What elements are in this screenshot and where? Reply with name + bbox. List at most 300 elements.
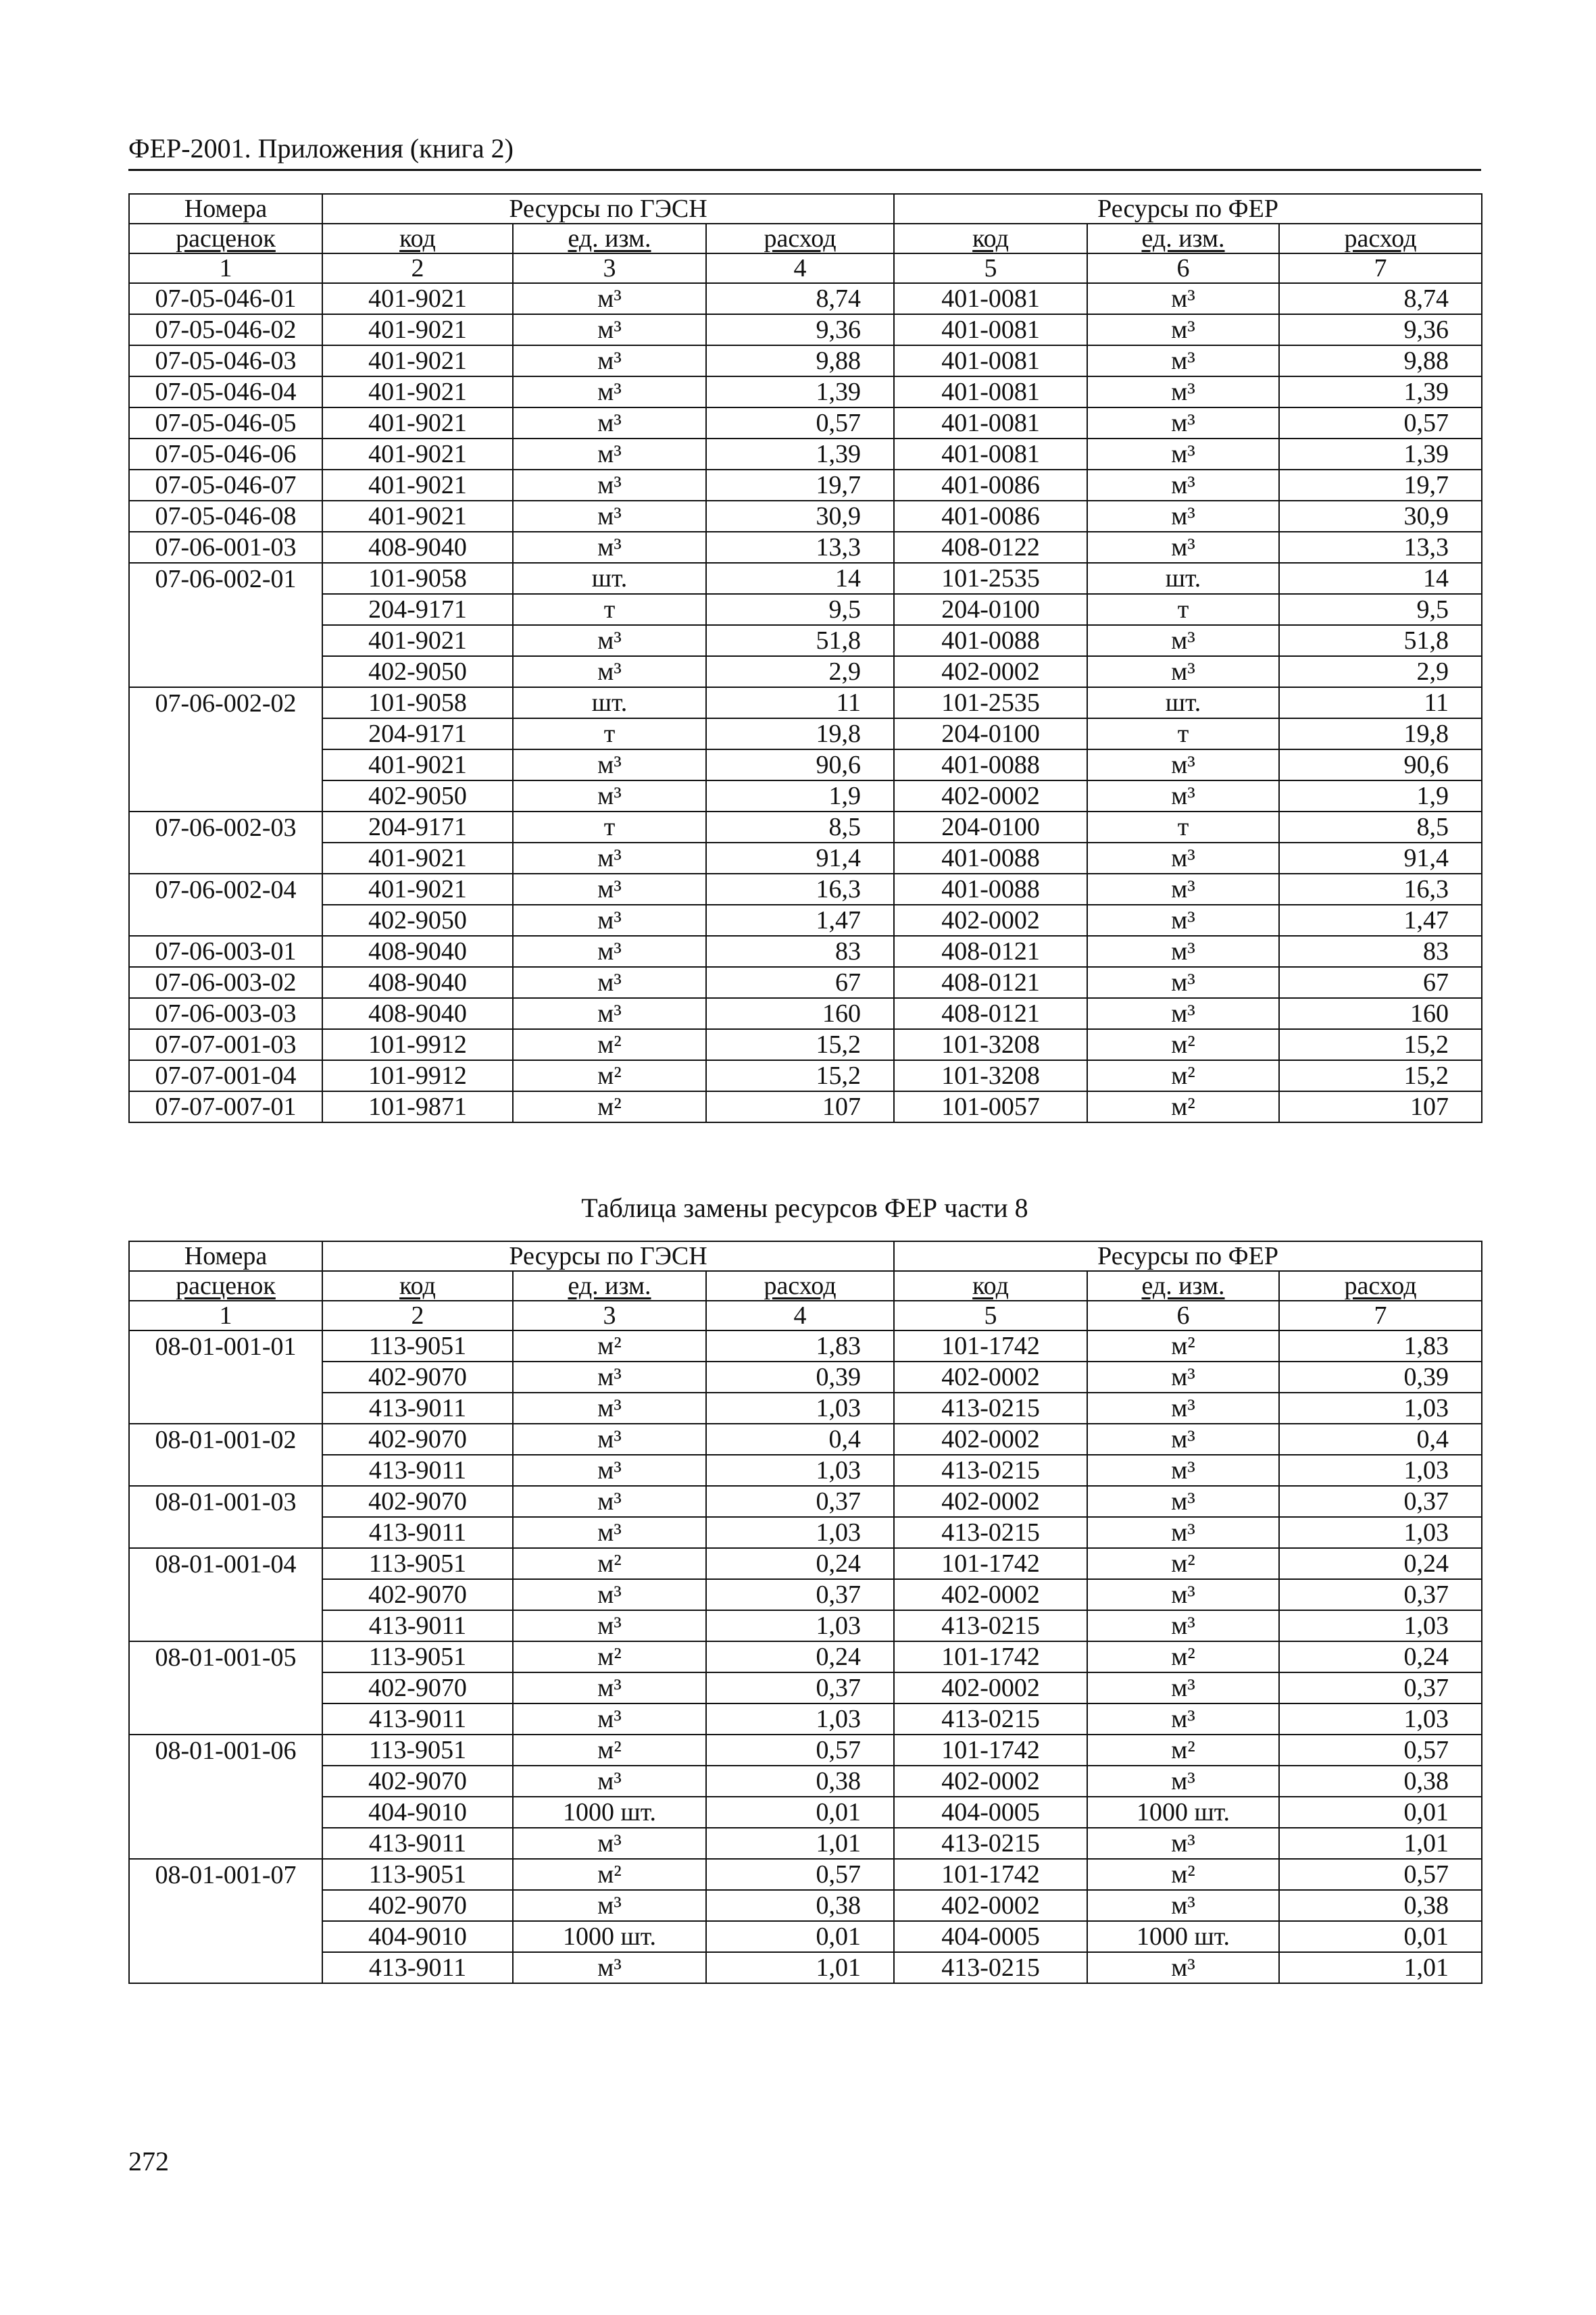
rate-number-cell [129, 780, 322, 812]
code-gesn-cell: 401-9021 [322, 749, 513, 780]
consumption-gesn-cell: 0,4 [706, 1424, 894, 1455]
unit-fer-cell: м³ [1087, 314, 1279, 345]
rate-number-cell: 07-06-003-03 [129, 998, 322, 1029]
rate-number-cell [129, 1362, 322, 1393]
code-fer-cell: 101-2535 [894, 687, 1087, 718]
rate-number-cell: 07-07-001-04 [129, 1060, 322, 1091]
consumption-gesn-cell: 1,39 [706, 439, 894, 470]
unit-gesn-cell: м² [513, 1641, 706, 1672]
column-number: 7 [1279, 1301, 1482, 1330]
table-row [129, 1672, 1482, 1703]
consumption-fer-cell: 1,01 [1279, 1828, 1482, 1859]
unit-fer-cell: м³ [1087, 1455, 1279, 1486]
code-fer-cell: 401-0088 [894, 843, 1087, 874]
page-number: 272 [128, 2146, 169, 2176]
code-gesn-cell: 402-9070 [322, 1424, 513, 1455]
consumption-gesn-cell: 0,57 [706, 1735, 894, 1766]
code-fer-cell: 401-0081 [894, 283, 1087, 314]
table-row [129, 1060, 1482, 1091]
unit-fer-cell: м³ [1087, 874, 1279, 905]
unit-gesn-cell: м³ [513, 905, 706, 936]
consumption-fer-cell: 0,37 [1279, 1486, 1482, 1517]
unit-gesn-cell: шт. [513, 563, 706, 594]
unit-fer-cell: м³ [1087, 1393, 1279, 1424]
code-gesn-cell: 408-9040 [322, 998, 513, 1029]
consumption-gesn-cell: 0,24 [706, 1548, 894, 1579]
unit-fer-cell: м² [1087, 1641, 1279, 1672]
consumption-gesn-cell: 11 [706, 687, 894, 718]
unit-fer-cell: 1000 шт. [1087, 1797, 1279, 1828]
unit-gesn-cell: м³ [513, 1424, 706, 1455]
table-row [129, 812, 1482, 843]
unit-gesn-cell: т [513, 812, 706, 843]
table-row [129, 1455, 1482, 1486]
unit-fer-cell: м² [1087, 1859, 1279, 1890]
code-fer-cell: 401-0086 [894, 470, 1087, 501]
code-gesn-cell: 402-9070 [322, 1486, 513, 1517]
code-gesn-cell: 113-9051 [322, 1859, 513, 1890]
code-gesn-cell: 401-9021 [322, 345, 513, 376]
rate-number-cell: 08-01-001-07 [129, 1859, 322, 1890]
consumption-fer-cell: 0,38 [1279, 1766, 1482, 1797]
unit-gesn-cell: м² [513, 1735, 706, 1766]
code-fer-cell: 401-0086 [894, 501, 1087, 532]
code-fer-cell: 101-1742 [894, 1859, 1087, 1890]
column-number: 5 [894, 253, 1087, 283]
unit-gesn-cell: м³ [513, 314, 706, 345]
unit-fer-cell: м³ [1087, 1486, 1279, 1517]
header-rule [128, 169, 1481, 171]
rate-number-cell: 07-05-046-03 [129, 345, 322, 376]
code-fer-cell: 401-0081 [894, 345, 1087, 376]
consumption-fer-cell: 11 [1279, 687, 1482, 718]
code-gesn-cell: 101-9058 [322, 563, 513, 594]
consumption-fer-cell: 2,9 [1279, 656, 1482, 687]
unit-fer-cell: шт. [1087, 563, 1279, 594]
unit-fer-cell: м³ [1087, 1672, 1279, 1703]
code-fer-cell: 413-0215 [894, 1703, 1087, 1735]
code-gesn-cell: 113-9051 [322, 1735, 513, 1766]
code-gesn-cell: 408-9040 [322, 967, 513, 998]
table-row [129, 718, 1482, 749]
unit-gesn-cell: шт. [513, 687, 706, 718]
code-gesn-cell: 413-9011 [322, 1455, 513, 1486]
code-gesn-cell: 413-9011 [322, 1703, 513, 1735]
unit-gesn-cell: 1000 шт. [513, 1797, 706, 1828]
unit-fer-cell: м³ [1087, 1579, 1279, 1610]
header-consumption-gesn: расход [706, 224, 894, 253]
consumption-fer-cell: 0,01 [1279, 1921, 1482, 1952]
unit-fer-cell: м² [1087, 1735, 1279, 1766]
rate-number-cell [129, 1766, 322, 1797]
code-fer-cell: 401-0088 [894, 749, 1087, 780]
consumption-gesn-cell: 0,37 [706, 1486, 894, 1517]
consumption-gesn-cell: 8,5 [706, 812, 894, 843]
consumption-gesn-cell: 19,8 [706, 718, 894, 749]
unit-fer-cell: м³ [1087, 1952, 1279, 1983]
code-gesn-cell: 413-9011 [322, 1828, 513, 1859]
rate-number-cell: 08-01-001-04 [129, 1548, 322, 1579]
unit-fer-cell: м³ [1087, 905, 1279, 936]
code-fer-cell: 101-2535 [894, 563, 1087, 594]
table-row [129, 1579, 1482, 1610]
code-fer-cell: 408-0122 [894, 532, 1087, 563]
code-fer-cell: 101-3208 [894, 1029, 1087, 1060]
consumption-fer-cell: 13,3 [1279, 532, 1482, 563]
code-gesn-cell: 204-9171 [322, 718, 513, 749]
code-gesn-cell: 401-9021 [322, 843, 513, 874]
header-group-fer: Ресурсы по ФЕР [894, 194, 1482, 224]
code-gesn-cell: 413-9011 [322, 1610, 513, 1641]
column-number: 6 [1087, 253, 1279, 283]
header-group-fer: Ресурсы по ФЕР [894, 1241, 1482, 1271]
column-number: 1 [129, 1301, 322, 1330]
table-row [129, 1766, 1482, 1797]
code-gesn-cell: 413-9011 [322, 1952, 513, 1983]
table-row [129, 874, 1482, 905]
consumption-fer-cell: 9,5 [1279, 594, 1482, 625]
unit-gesn-cell: м³ [513, 532, 706, 563]
unit-gesn-cell: м³ [513, 1610, 706, 1641]
table-body [129, 283, 1482, 1122]
consumption-fer-cell: 15,2 [1279, 1029, 1482, 1060]
column-number: 2 [322, 1301, 513, 1330]
consumption-gesn-cell: 13,3 [706, 532, 894, 563]
code-fer-cell: 204-0100 [894, 594, 1087, 625]
unit-gesn-cell: м³ [513, 407, 706, 439]
code-gesn-cell: 408-9040 [322, 532, 513, 563]
consumption-gesn-cell: 8,74 [706, 283, 894, 314]
consumption-fer-cell: 0,39 [1279, 1362, 1482, 1393]
consumption-gesn-cell: 1,83 [706, 1330, 894, 1362]
rate-number-cell [129, 1921, 322, 1952]
consumption-fer-cell: 0,24 [1279, 1641, 1482, 1672]
rate-number-cell [129, 1517, 322, 1548]
table-row [129, 687, 1482, 718]
table-row [129, 843, 1482, 874]
unit-fer-cell: 1000 шт. [1087, 1921, 1279, 1952]
unit-fer-cell: м³ [1087, 283, 1279, 314]
code-gesn-cell: 402-9070 [322, 1890, 513, 1921]
consumption-fer-cell: 160 [1279, 998, 1482, 1029]
consumption-gesn-cell: 160 [706, 998, 894, 1029]
code-gesn-cell: 401-9021 [322, 376, 513, 407]
unit-fer-cell: м³ [1087, 501, 1279, 532]
unit-gesn-cell: м³ [513, 345, 706, 376]
unit-gesn-cell: 1000 шт. [513, 1921, 706, 1952]
table-row [129, 594, 1482, 625]
column-number: 4 [706, 253, 894, 283]
consumption-gesn-cell: 0,24 [706, 1641, 894, 1672]
code-gesn-cell: 402-9050 [322, 656, 513, 687]
header-code-gesn: код [322, 1271, 513, 1301]
rate-number-cell [129, 1393, 322, 1424]
unit-fer-cell: м³ [1087, 749, 1279, 780]
unit-gesn-cell: м² [513, 1029, 706, 1060]
consumption-gesn-cell: 1,01 [706, 1952, 894, 1983]
rate-number-cell [129, 1890, 322, 1921]
unit-fer-cell: м³ [1087, 407, 1279, 439]
rate-number-cell: 07-06-002-02 [129, 687, 322, 718]
code-gesn-cell: 401-9021 [322, 874, 513, 905]
consumption-gesn-cell: 0,37 [706, 1579, 894, 1610]
rate-number-cell: 07-05-046-05 [129, 407, 322, 439]
table-row [129, 563, 1482, 594]
consumption-gesn-cell: 0,01 [706, 1921, 894, 1952]
unit-fer-cell: м² [1087, 1091, 1279, 1122]
unit-gesn-cell: м³ [513, 1890, 706, 1921]
consumption-gesn-cell: 9,36 [706, 314, 894, 345]
code-gesn-cell: 401-9021 [322, 407, 513, 439]
consumption-fer-cell: 8,74 [1279, 283, 1482, 314]
consumption-gesn-cell: 107 [706, 1091, 894, 1122]
unit-fer-cell: м³ [1087, 1703, 1279, 1735]
unit-gesn-cell: м³ [513, 967, 706, 998]
code-gesn-cell: 204-9171 [322, 812, 513, 843]
header-rates: Номера [129, 1241, 322, 1271]
unit-gesn-cell: м³ [513, 1393, 706, 1424]
rate-number-cell: 07-06-003-01 [129, 936, 322, 967]
consumption-fer-cell: 0,38 [1279, 1890, 1482, 1921]
rate-number-cell [129, 1672, 322, 1703]
unit-gesn-cell: м² [513, 1060, 706, 1091]
consumption-fer-cell: 0,57 [1279, 407, 1482, 439]
table-row [129, 1952, 1482, 1983]
unit-gesn-cell: м³ [513, 439, 706, 470]
code-gesn-cell: 401-9021 [322, 283, 513, 314]
header-consumption-gesn: расход [706, 1271, 894, 1301]
unit-gesn-cell: м³ [513, 998, 706, 1029]
unit-fer-cell: м³ [1087, 1517, 1279, 1548]
code-fer-cell: 101-1742 [894, 1330, 1087, 1362]
code-fer-cell: 402-0002 [894, 1362, 1087, 1393]
rate-number-cell [129, 843, 322, 874]
consumption-gesn-cell: 1,03 [706, 1393, 894, 1424]
table-row [129, 1610, 1482, 1641]
code-gesn-cell: 401-9021 [322, 470, 513, 501]
table-row [129, 532, 1482, 563]
unit-gesn-cell: м³ [513, 656, 706, 687]
table-row [129, 656, 1482, 687]
rate-number-cell: 07-06-002-03 [129, 812, 322, 843]
code-fer-cell: 401-0088 [894, 625, 1087, 656]
column-number: 2 [322, 253, 513, 283]
consumption-fer-cell: 0,37 [1279, 1579, 1482, 1610]
rate-number-cell [129, 1828, 322, 1859]
consumption-fer-cell: 15,2 [1279, 1060, 1482, 1091]
consumption-fer-cell: 30,9 [1279, 501, 1482, 532]
unit-gesn-cell: м³ [513, 1766, 706, 1797]
resource-table-part-7 [128, 193, 1482, 1123]
rate-number-cell: 08-01-001-03 [129, 1486, 322, 1517]
consumption-gesn-cell: 15,2 [706, 1029, 894, 1060]
table-row [129, 1393, 1482, 1424]
code-fer-cell: 101-1742 [894, 1548, 1087, 1579]
table-row [129, 780, 1482, 812]
column-number: 4 [706, 1301, 894, 1330]
table-row [129, 936, 1482, 967]
code-gesn-cell: 402-9050 [322, 780, 513, 812]
header-rates-line2: расценок [129, 1271, 322, 1301]
consumption-gesn-cell: 1,01 [706, 1828, 894, 1859]
header-code-fer: код [894, 1271, 1087, 1301]
unit-fer-cell: м³ [1087, 345, 1279, 376]
rate-number-cell [129, 656, 322, 687]
code-gesn-cell: 401-9021 [322, 501, 513, 532]
code-gesn-cell: 101-9912 [322, 1060, 513, 1091]
rate-number-cell: 07-06-001-03 [129, 532, 322, 563]
unit-fer-cell: т [1087, 718, 1279, 749]
consumption-fer-cell: 9,36 [1279, 314, 1482, 345]
code-fer-cell: 402-0002 [894, 1672, 1087, 1703]
code-gesn-cell: 101-9912 [322, 1029, 513, 1060]
rate-number-cell [129, 1952, 322, 1983]
table-row [129, 376, 1482, 407]
rate-number-cell: 07-05-046-04 [129, 376, 322, 407]
consumption-gesn-cell: 0,37 [706, 1672, 894, 1703]
table-row [129, 501, 1482, 532]
rate-number-cell [129, 594, 322, 625]
table-row [129, 1517, 1482, 1548]
code-fer-cell: 402-0002 [894, 780, 1087, 812]
unit-fer-cell: т [1087, 594, 1279, 625]
code-gesn-cell: 101-9871 [322, 1091, 513, 1122]
code-gesn-cell: 402-9070 [322, 1579, 513, 1610]
consumption-fer-cell: 1,01 [1279, 1952, 1482, 1983]
code-fer-cell: 408-0121 [894, 967, 1087, 998]
unit-gesn-cell: м³ [513, 843, 706, 874]
code-fer-cell: 402-0002 [894, 1579, 1087, 1610]
consumption-gesn-cell: 1,39 [706, 376, 894, 407]
consumption-gesn-cell: 1,03 [706, 1517, 894, 1548]
code-fer-cell: 413-0215 [894, 1952, 1087, 1983]
code-fer-cell: 402-0002 [894, 1766, 1087, 1797]
unit-gesn-cell: м³ [513, 283, 706, 314]
code-fer-cell: 404-0005 [894, 1797, 1087, 1828]
code-fer-cell: 401-0081 [894, 439, 1087, 470]
column-number: 3 [513, 253, 706, 283]
unit-fer-cell: м² [1087, 1548, 1279, 1579]
consumption-fer-cell: 8,5 [1279, 812, 1482, 843]
table-row [129, 998, 1482, 1029]
rate-number-cell: 07-06-002-01 [129, 563, 322, 594]
consumption-gesn-cell: 67 [706, 967, 894, 998]
consumption-gesn-cell: 2,9 [706, 656, 894, 687]
consumption-gesn-cell: 1,03 [706, 1455, 894, 1486]
code-fer-cell: 204-0100 [894, 812, 1087, 843]
code-gesn-cell: 413-9011 [322, 1393, 513, 1424]
consumption-gesn-cell: 91,4 [706, 843, 894, 874]
header-code-fer: код [894, 224, 1087, 253]
consumption-gesn-cell: 1,9 [706, 780, 894, 812]
consumption-fer-cell: 0,57 [1279, 1735, 1482, 1766]
table-body [129, 1330, 1482, 1983]
consumption-fer-cell: 1,03 [1279, 1517, 1482, 1548]
code-fer-cell: 413-0215 [894, 1455, 1087, 1486]
unit-gesn-cell: м³ [513, 1455, 706, 1486]
column-number: 6 [1087, 1301, 1279, 1330]
unit-fer-cell: м³ [1087, 936, 1279, 967]
rate-number-cell [129, 718, 322, 749]
page-header: ФЕР-2001. Приложения (книга 2) [128, 133, 514, 164]
code-fer-cell: 401-0081 [894, 376, 1087, 407]
code-gesn-cell: 402-9070 [322, 1766, 513, 1797]
code-gesn-cell: 401-9021 [322, 439, 513, 470]
unit-gesn-cell: м³ [513, 376, 706, 407]
unit-fer-cell: м³ [1087, 625, 1279, 656]
table-row [129, 1548, 1482, 1579]
consumption-fer-cell: 1,03 [1279, 1703, 1482, 1735]
unit-fer-cell: м² [1087, 1029, 1279, 1060]
unit-gesn-cell: м³ [513, 780, 706, 812]
table-row [129, 1703, 1482, 1735]
consumption-gesn-cell: 0,57 [706, 1859, 894, 1890]
consumption-gesn-cell: 1,03 [706, 1610, 894, 1641]
consumption-gesn-cell: 1,47 [706, 905, 894, 936]
consumption-fer-cell: 1,03 [1279, 1610, 1482, 1641]
consumption-fer-cell: 1,9 [1279, 780, 1482, 812]
consumption-fer-cell: 90,6 [1279, 749, 1482, 780]
column-number: 5 [894, 1301, 1087, 1330]
consumption-fer-cell: 67 [1279, 967, 1482, 998]
code-fer-cell: 413-0215 [894, 1610, 1087, 1641]
unit-fer-cell: м³ [1087, 1424, 1279, 1455]
unit-gesn-cell: м² [513, 1330, 706, 1362]
table-row [129, 1091, 1482, 1122]
consumption-fer-cell: 83 [1279, 936, 1482, 967]
table-row [129, 1362, 1482, 1393]
header-unit-gesn: ед. изм. [513, 1271, 706, 1301]
rate-number-cell: 08-01-001-02 [129, 1424, 322, 1455]
consumption-gesn-cell: 30,9 [706, 501, 894, 532]
table-row [129, 625, 1482, 656]
code-fer-cell: 401-0081 [894, 407, 1087, 439]
unit-fer-cell: м³ [1087, 532, 1279, 563]
code-fer-cell: 413-0215 [894, 1828, 1087, 1859]
unit-gesn-cell: м³ [513, 501, 706, 532]
table-row [129, 1641, 1482, 1672]
unit-gesn-cell: м³ [513, 1952, 706, 1983]
code-fer-cell: 402-0002 [894, 1890, 1087, 1921]
table-row [129, 1921, 1482, 1952]
code-fer-cell: 401-0081 [894, 314, 1087, 345]
unit-fer-cell: м² [1087, 1060, 1279, 1091]
header-consumption-fer: расход [1279, 224, 1482, 253]
table-row [129, 1890, 1482, 1921]
rate-number-cell: 07-05-046-08 [129, 501, 322, 532]
header-group-gesn: Ресурсы по ГЭСН [322, 1241, 894, 1271]
header-unit-fer: ед. изм. [1087, 224, 1279, 253]
unit-gesn-cell: м³ [513, 1579, 706, 1610]
column-number: 1 [129, 253, 322, 283]
unit-gesn-cell: м² [513, 1548, 706, 1579]
header-unit-gesn: ед. изм. [513, 224, 706, 253]
consumption-fer-cell: 19,7 [1279, 470, 1482, 501]
header-unit-fer: ед. изм. [1087, 1271, 1279, 1301]
code-gesn-cell: 404-9010 [322, 1797, 513, 1828]
consumption-fer-cell: 107 [1279, 1091, 1482, 1122]
rate-number-cell [129, 905, 322, 936]
consumption-gesn-cell: 16,3 [706, 874, 894, 905]
table-row [129, 967, 1482, 998]
code-fer-cell: 413-0215 [894, 1517, 1087, 1548]
consumption-fer-cell: 1,39 [1279, 439, 1482, 470]
code-gesn-cell: 113-9051 [322, 1641, 513, 1672]
code-fer-cell: 101-3208 [894, 1060, 1087, 1091]
table-row [129, 1828, 1482, 1859]
code-gesn-cell: 402-9070 [322, 1362, 513, 1393]
table-row [129, 283, 1482, 314]
